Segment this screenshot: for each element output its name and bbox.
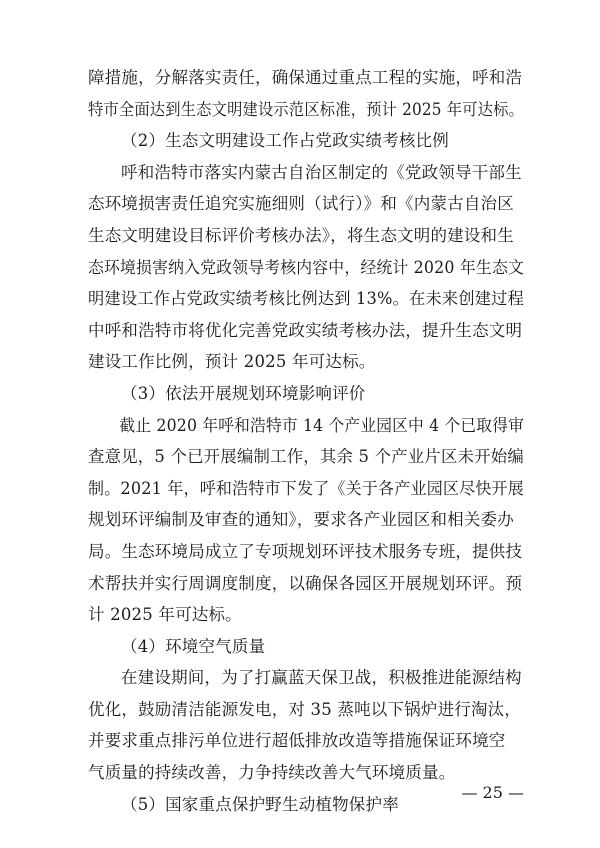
text-line: 优化，鼓励清洁能源发电，对 35 蒸吨以下锅炉进行淘汰，	[88, 699, 522, 719]
text-line: 查意见，5 个已开展编制工作，其余 5 个产业片区未开始编	[88, 447, 524, 467]
text-line: 态环境损害责任追究实施细则（试行）》和《内蒙古自治区	[88, 194, 514, 214]
text-line: 明建设工作占党政实绩考核比例达到 13%。在未来创建过程	[88, 289, 524, 309]
body-text	[88, 62, 524, 820]
page-number: — 25 —	[461, 783, 524, 802]
text-line: 障措施，分解落实责任，确保通过重点工程的实施，呼和浩	[88, 68, 523, 87]
text-line: 态环境损害纳入党政领导考核内容中，经统计 2020 年生态文	[88, 257, 524, 277]
text-line: 气质量的持续改善，力争持续改善大气环境质量。	[88, 763, 456, 783]
text-line: 特市全面达到生态文明建设示范区标准，预计 2025 年可达标。	[88, 99, 524, 119]
text-line: 中呼和浩特市将优化完善党政实绩考核办法，提升生态文明	[88, 320, 523, 340]
body-paragraph	[88, 410, 524, 631]
text-line: 规划环评编制及审查的通知》，要求各产业园区和相关委办	[88, 510, 514, 530]
text-line: 截止 2020 年呼和浩特市 14 个产业园区中 4 个已取得审	[119, 415, 524, 435]
text-line: 生态文明建设目标评价考核办法》，将生态文明的建设和生	[88, 225, 514, 245]
continuation-paragraph	[88, 62, 524, 125]
section-heading	[88, 631, 524, 663]
body-paragraph	[88, 662, 524, 788]
text-line: 在建设期间，为了打赢蓝天保卫战，积极推进能源结构	[121, 668, 522, 688]
text-line: （3）依法开展规划环境影响评价	[121, 383, 366, 403]
text-line: （2）生态文明建设工作占党政实绩考核比例	[121, 131, 449, 151]
section-heading	[88, 378, 524, 410]
body-paragraph	[88, 157, 524, 378]
text-line: 计 2025 年可达标。	[88, 605, 242, 625]
section-heading	[88, 125, 524, 157]
text-line: （5）国家重点保护野生动植物保护率	[121, 794, 399, 814]
text-line: 制。2021 年，呼和浩特市下发了《关于各产业园区尽快开展	[88, 478, 524, 498]
text-line: 并要求重点排污单位进行超低排放改造等措施保证环境空	[88, 731, 506, 751]
text-line: 呼和浩特市落实内蒙古自治区制定的《党政领导干部生	[121, 162, 522, 182]
text-line: 建设工作比例，预计 2025 年可达标。	[88, 352, 376, 372]
text-line: 术帮扶并实行周调度制度，以确保各园区开展规划环评。预	[88, 573, 523, 593]
text-line: 局。生态环境局成立了专项规划环评技术服务专班，提供技	[88, 541, 523, 561]
text-line: （4）环境空气质量	[121, 636, 266, 656]
